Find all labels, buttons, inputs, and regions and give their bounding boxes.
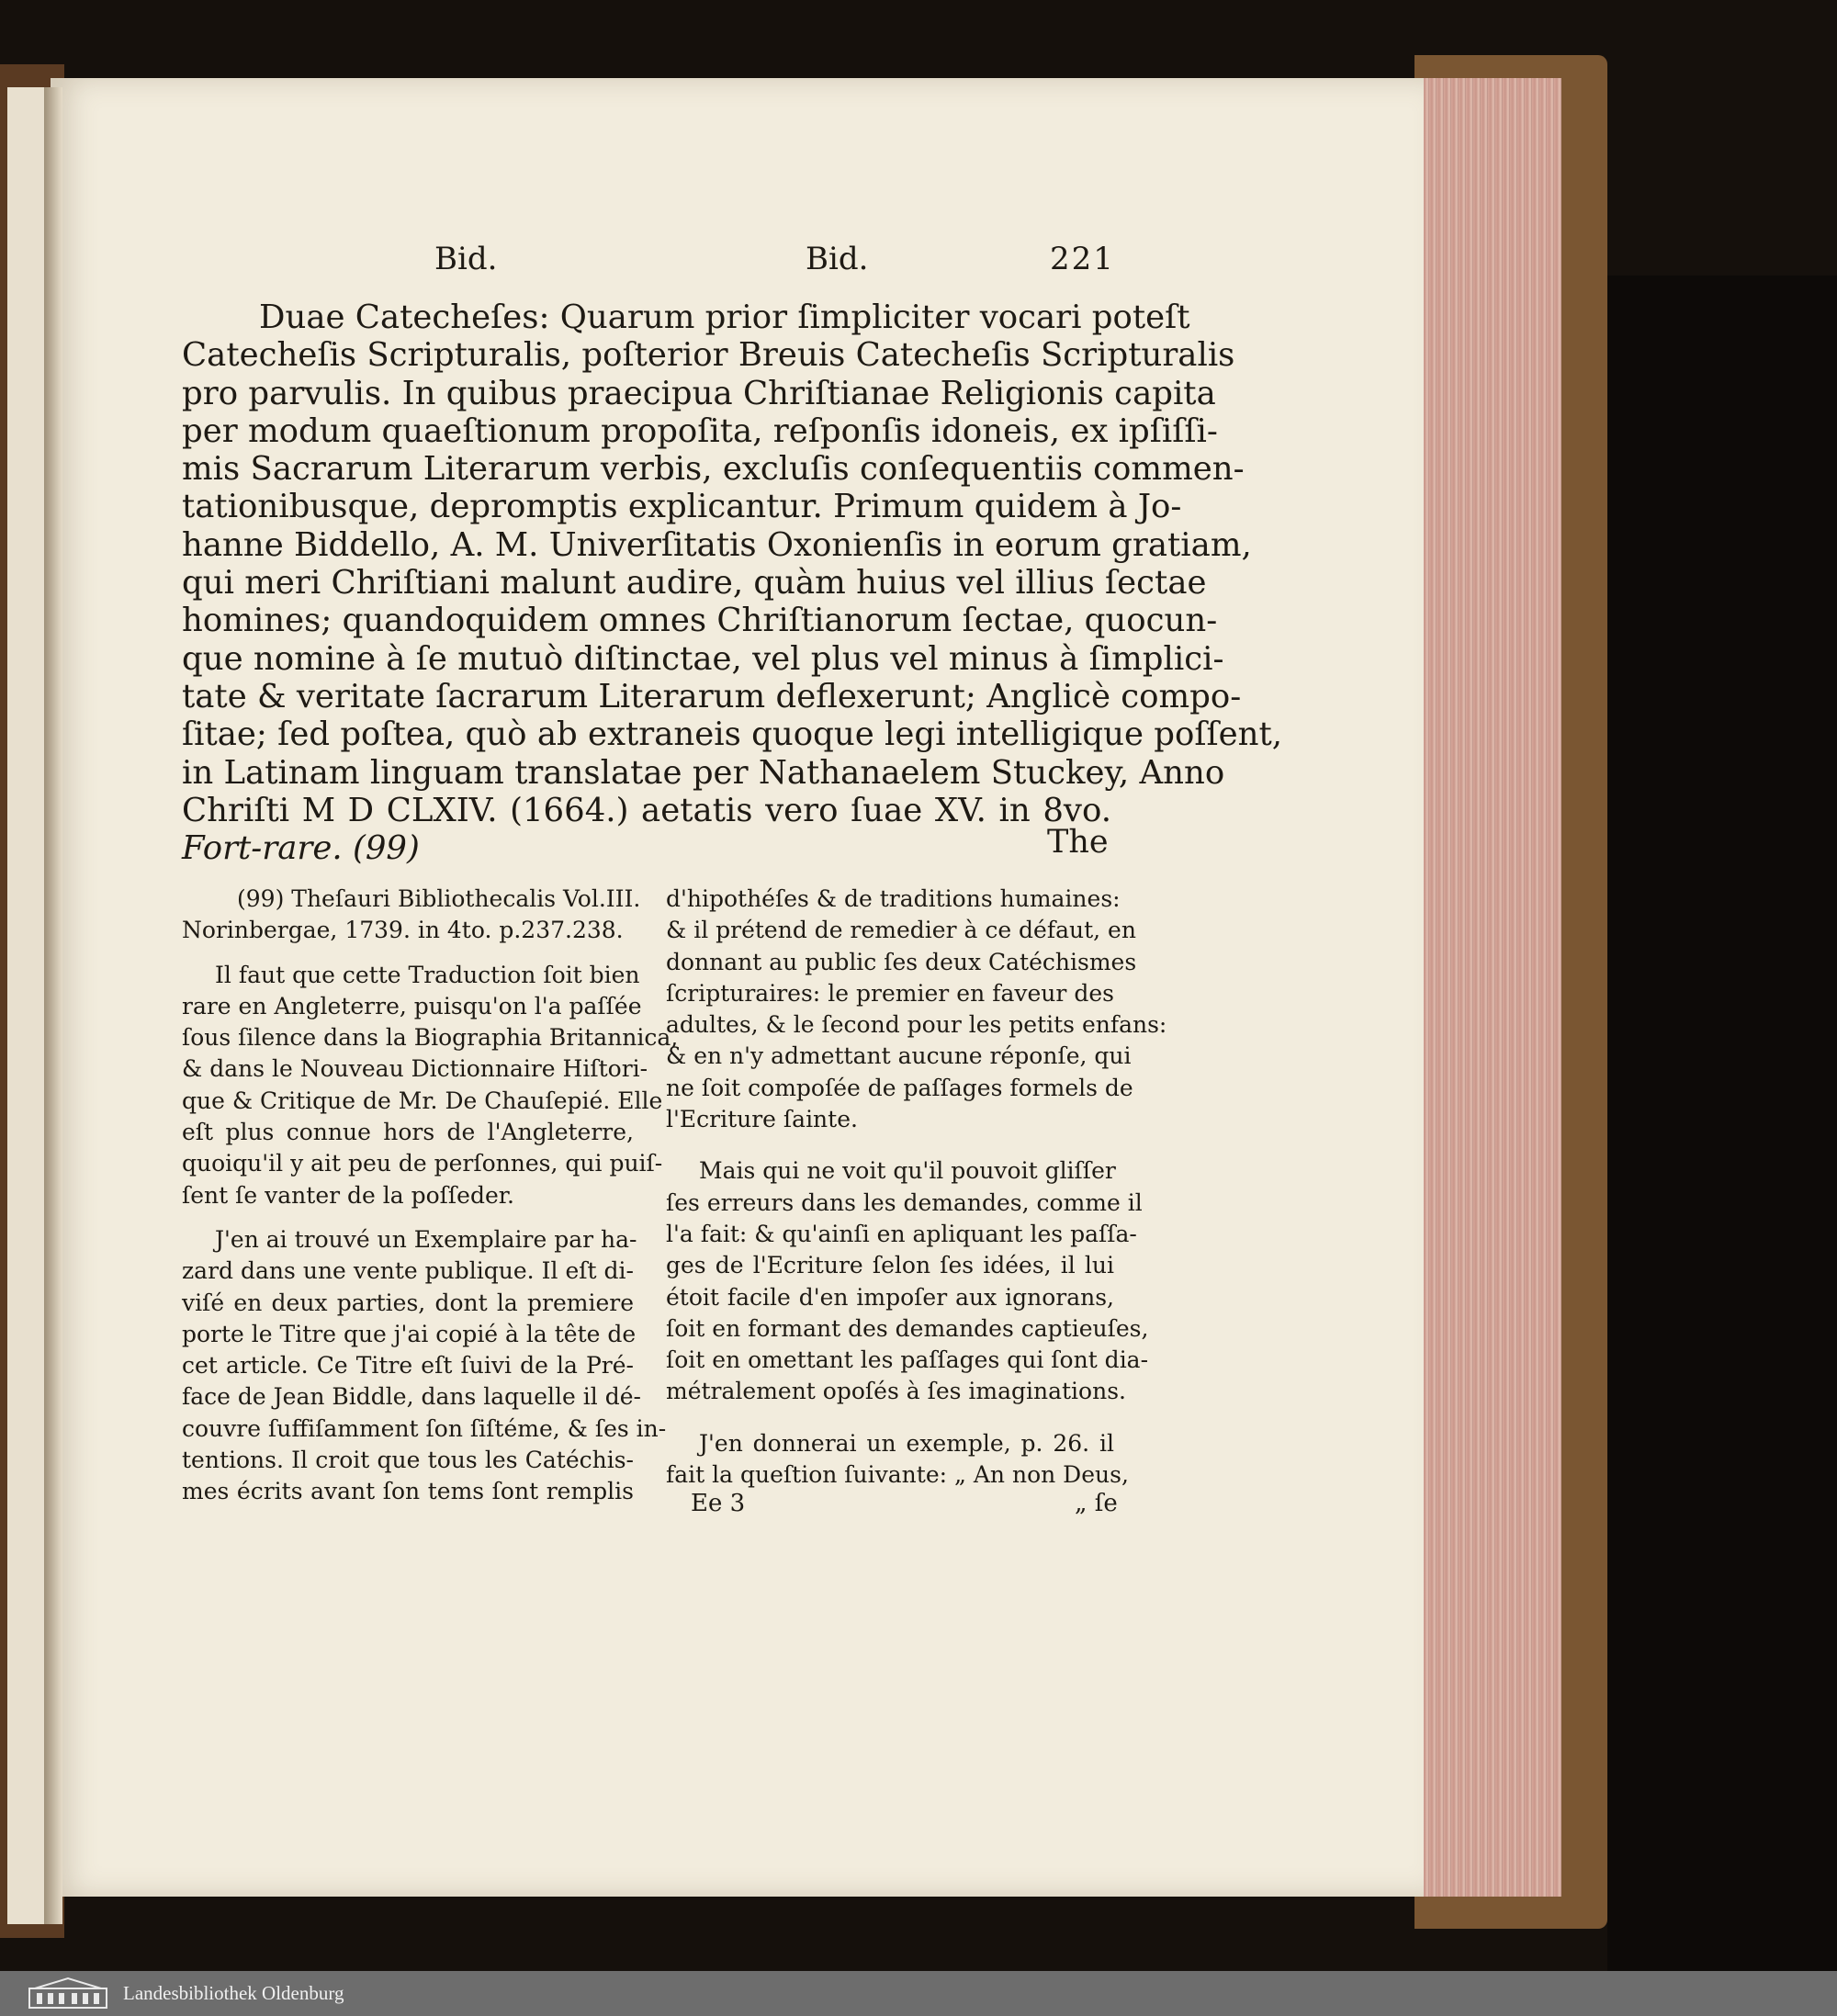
footnote-line: l'a fait: & qu'ainſi en apliquant les paſſa- [666,1220,1137,1247]
footnote-right-column [666,884,1167,1491]
footnote-line: & il prétend de remedier à ce défaut, en [666,917,1136,944]
main-text-line: Chriſti M D CLXIV. (1664.) aetatis vero ſuae XV. in 8vo. [182,791,1111,829]
footnote-line: viſé en deux parties, dont la premiere [182,1289,634,1316]
footnote-line: tentions. Il croit que tous les Catéchis- [182,1447,634,1474]
main-text-line: per modum quaeſtionum propoſita, reſponſis idoneis, ex ipſiſſi- [182,411,1218,450]
footnote-paragraph [666,1428,1129,1492]
footnote-paragraph [182,1224,667,1508]
footnote-line: Mais qui ne voit qu'il pouvoit gliſſer [699,1157,1116,1185]
page-edges [1422,78,1561,1897]
footnote-line: ne ſoit compoſée de paſſages formels de [666,1074,1133,1101]
running-head-center: Bid. [806,241,869,277]
footnote-line: Il faut que cette Traduction ſoit bien [215,961,640,988]
main-text-line: hanne Biddello, A. M. Univerſitatis Oxonienſis in eorum gratiam, [182,525,1252,564]
footnote-line: fait la queſtion ſuivante: „ An non Deus, [666,1461,1129,1489]
footnote-left-column [182,884,679,1508]
footnote-line: & dans le Nouveau Dictionnaire Hiſtori- [182,1055,648,1083]
main-text-line: tationibusque, depromptis explicantur. Primum quidem à Jo- [182,488,1182,526]
footnote-line: adultes, & le ſecond pour les petits enfans: [666,1011,1167,1039]
footnote-line: (99) Theſauri Bibliothecalis Vol.III. [237,885,641,912]
footnote-line: Norinbergae, 1739. in 4to. p.237.238. [182,917,624,944]
footnote-line: J'en ai trouvé un Exemplaire par ha- [215,1225,637,1253]
footnote-line: ſoit en formant des demandes captieuſes, [666,1314,1149,1342]
signature-mark: Ee 3 [691,1490,746,1517]
footnote-line: rare en Angleterre, puisqu'on l'a paſſée [182,992,642,1019]
footnote-line: & en n'y admettant aucune réponſe, qui [666,1042,1132,1070]
footnote-reference [182,884,641,947]
footnote-line: ges de l'Ecriture ſelon ſes idées, il lui [666,1252,1114,1279]
footnote-line: face de Jean Biddle, dans laquelle il dé- [182,1383,641,1411]
footnote-line: eſt plus connue hors de l'Angleterre, [182,1119,634,1146]
footnote-line: ſous ſilence dans la Biographia Britannica, [182,1024,679,1052]
footnote-line: couvre ſuffiſamment ſon ſiſtéme, & ſes in- [182,1414,667,1442]
main-text-line: homines; quandoquidem omnes Chriſtianorum ſectae, quocun- [182,602,1218,640]
footnote-line: zard dans une vente publique. Il eſt di- [182,1257,634,1285]
footnote-paragraph [666,1155,1149,1407]
footnote-line: ſoit en omettant les paſſages qui ſont dia- [666,1346,1149,1374]
footnote-line: métralement opoſés à ſes imaginations. [666,1378,1126,1405]
running-head-left: Bid. [434,241,498,277]
bottom-catchword: „ ſe [1075,1490,1118,1517]
footnote-line: ſcripturaires: le premier en faveur des [666,979,1114,1007]
footnote-line: étoit facile d'en impoſer aux ignorans, [666,1283,1114,1311]
library-name: Landesbibliothek Oldenburg [123,1982,344,2004]
footnote-line: J'en donnerai un exemple, p. 26. il [699,1429,1114,1457]
main-text-line: que nomine à ſe mutuò diſtinctae, vel plus vel minus à ſimplici- [182,639,1224,678]
footnote-line: ſes erreurs dans les demandes, comme il [666,1188,1143,1216]
footnote-line: cet article. Ce Titre eſt ſuivi de la Pré- [182,1352,634,1380]
footnote-line: quoiqu'il y ait peu de perſonnes, qui puiſ- [182,1150,663,1177]
footnote-line: que & Critique de Mr. De Chauſepié. Elle [182,1087,663,1114]
footnote-line: l'Ecriture ſainte. [666,1106,858,1133]
footnote-line: mes écrits avant ſon tems ſont remplis [182,1478,634,1505]
main-text-line: Fort-rare. (99) [182,829,420,868]
main-text-line: ſitae; ſed poſtea, quò ab extraneis quoque legi intelligique poſſent, [182,715,1283,754]
main-text-line: Catecheſis Scripturalis, poſterior Breuis Catecheſis Scripturalis [182,336,1235,375]
main-text-line: pro parvulis. In quibus praecipua Chriſtianae Religionis capita [182,374,1216,412]
footnote-line: porte le Titre que j'ai copié à la tête de [182,1320,637,1347]
library-building-icon [28,1977,108,2010]
gutter [44,87,62,1924]
catchword: The [1047,824,1109,861]
main-text-line: mis Sacrarum Literarum verbis, excluſis conſequentiis commen- [182,450,1245,489]
footnote-line: ſent ſe vanter de la poſſeder. [182,1181,514,1209]
main-text-line: qui meri Chriſtiani malunt audire, quàm huius vel illius ſectae [182,564,1207,603]
footnote-paragraph [666,884,1167,1135]
main-text-line: Duae Catecheſes: Quarum prior ſimpliciter vocari poteſt [259,298,1190,336]
footnote-line: d'hipothéſes & de traditions humaines: [666,885,1121,912]
footer-bar [0,1971,1837,2016]
main-text-line: tate & veritate ſacrarum Literarum deflexerunt; Anglicè compo- [182,677,1242,715]
background [1607,276,1837,1971]
footnote-paragraph [182,960,679,1211]
main-text [182,298,1283,868]
main-text-line: in Latinam linguam translatae per Nathanaelem Stuckey, Anno [182,753,1225,792]
page-number: 221 [1050,241,1115,277]
footnote-line: donnant au public ſes deux Catéchismes [666,948,1137,975]
